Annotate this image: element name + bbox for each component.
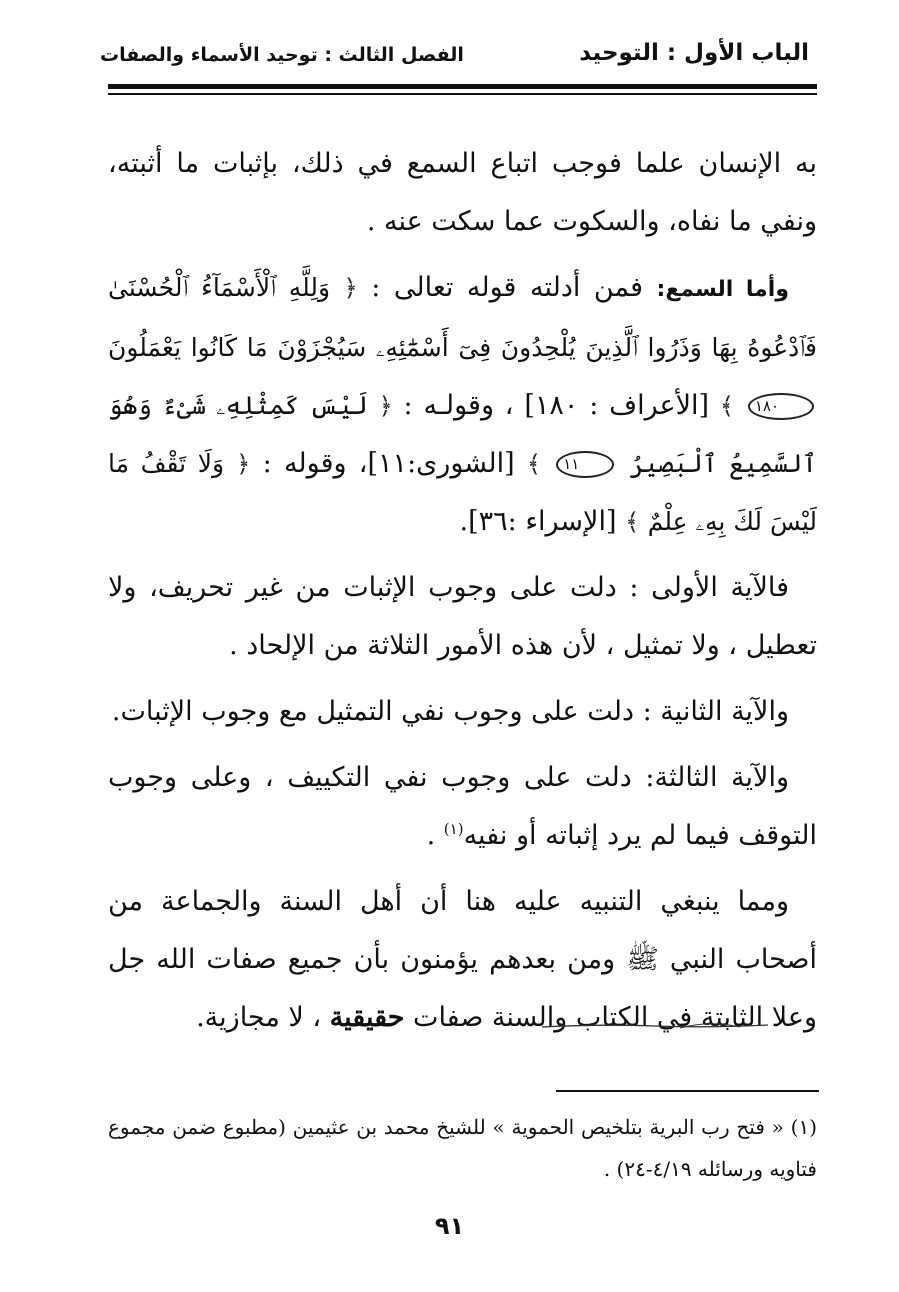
paragraph-5-end: . <box>426 820 444 851</box>
quran-verse-2: لَيْسَ كَمِثْلِهِۦ شَىْءٌ وَهُوَ ٱلسَّمِيعُ ٱلْبَصِيرُ <box>108 391 817 478</box>
quran-close-bracket: ﴾ <box>526 450 541 478</box>
quran-open-bracket: ﴿ <box>236 450 251 478</box>
paragraph-3: فالآية الأولى : دلت على وجوب الإثبات من غير تحريف، ولا تعطيل ، ولا تمثيل ، لأن هذه الأمور الثلاثة من الإلحاد . <box>108 572 817 661</box>
emphasized-word: حقيقية <box>329 1002 405 1033</box>
ornament-divider <box>540 1018 770 1032</box>
footnote-rule <box>556 1090 819 1092</box>
paragraph-5-text: والآية الثالثة: دلت على وجوب نفي التكييف ، وعلى وجوب التوقف فيما لم يرد إثباته أو نفيه <box>108 762 817 851</box>
quran-verse-1: وَلِلَّهِ ٱلْأَسْمَآءُ ٱلْحُسْنَىٰ فَٱدْعُوهُ بِهَا وَذَرُوا ٱلَّذِينَ يُلْحِدُونَ فِىٓ أَسْمَٰٓئِهِۦ سَيُجْزَوْنَ مَا كَانُوا يَعْمَلُونَ <box>108 273 817 362</box>
paragraph-2-text-b: [الأعراف : ١٨٠] ، وقولـه : <box>392 390 720 421</box>
quran-close-bracket: ﴾ <box>625 508 640 536</box>
page-number: ٩١ <box>434 1212 465 1240</box>
quran-close-bracket: ﴾ <box>719 392 734 420</box>
paragraph-2-text-c: [الشورى:١١]، وقوله : <box>250 448 527 479</box>
paragraph-2 <box>108 259 817 551</box>
paragraph-4: والآية الثانية : دلت على وجوب نفي التمثيل مع وجوب الإثبات. <box>111 696 789 727</box>
chapter-title: الباب الأول : التوحيد <box>579 40 809 66</box>
paragraph-2-text-a: فمن أدلته قوله تعالى : <box>357 272 657 303</box>
ayah-number-2: ١١ <box>556 451 614 478</box>
ayah-number-1: ١٨٠ <box>748 393 814 420</box>
header-rule-thick <box>108 84 817 89</box>
paragraph-6-end: ، لا مجازية. <box>196 1002 330 1033</box>
quran-verse-3: وَلَا تَقْفُ مَا لَيْسَ لَكَ بِهِۦ عِلْمٌ <box>108 449 817 536</box>
paragraph-5 <box>108 749 817 865</box>
page-body <box>108 135 817 1047</box>
header-rule-thin <box>108 93 817 95</box>
footnote-reference[interactable]: (١) <box>443 820 464 838</box>
quran-open-bracket: ﴿ <box>378 392 393 420</box>
footnote: (١) « فتح رب البرية بتلخيص الحموية » للشيخ محمد بن عثيمين (مطبوع ضمن مجموع فتاويه ورسائله ٤/١٩-٢٤) . <box>108 1115 817 1181</box>
section-title: الفصل الثالث : توحيد الأسماء والصفات <box>100 44 464 66</box>
paragraph-6-text: ومما ينبغي التنبيه عليه هنا أن أهل السنة والجماعة من أصحاب النبي ﷺ ومن بعدهم يؤمنون بأن جميع صفات الله جل وعلا الثابتة في الكتاب والسنة صفات <box>108 886 817 1033</box>
paragraph-1: به الإنسان علما فوجب اتباع السمع في ذلك، بإثبات ما أثبته، ونفي ما نفاه، والسكوت عما سكت عنه . <box>108 148 817 237</box>
running-header <box>100 30 809 80</box>
lead-phrase: وأما السمع: <box>656 277 789 302</box>
paragraph-2-text-d: [الإسراء :٣٦]. <box>459 506 626 537</box>
quran-open-bracket: ﴿ <box>343 274 358 302</box>
